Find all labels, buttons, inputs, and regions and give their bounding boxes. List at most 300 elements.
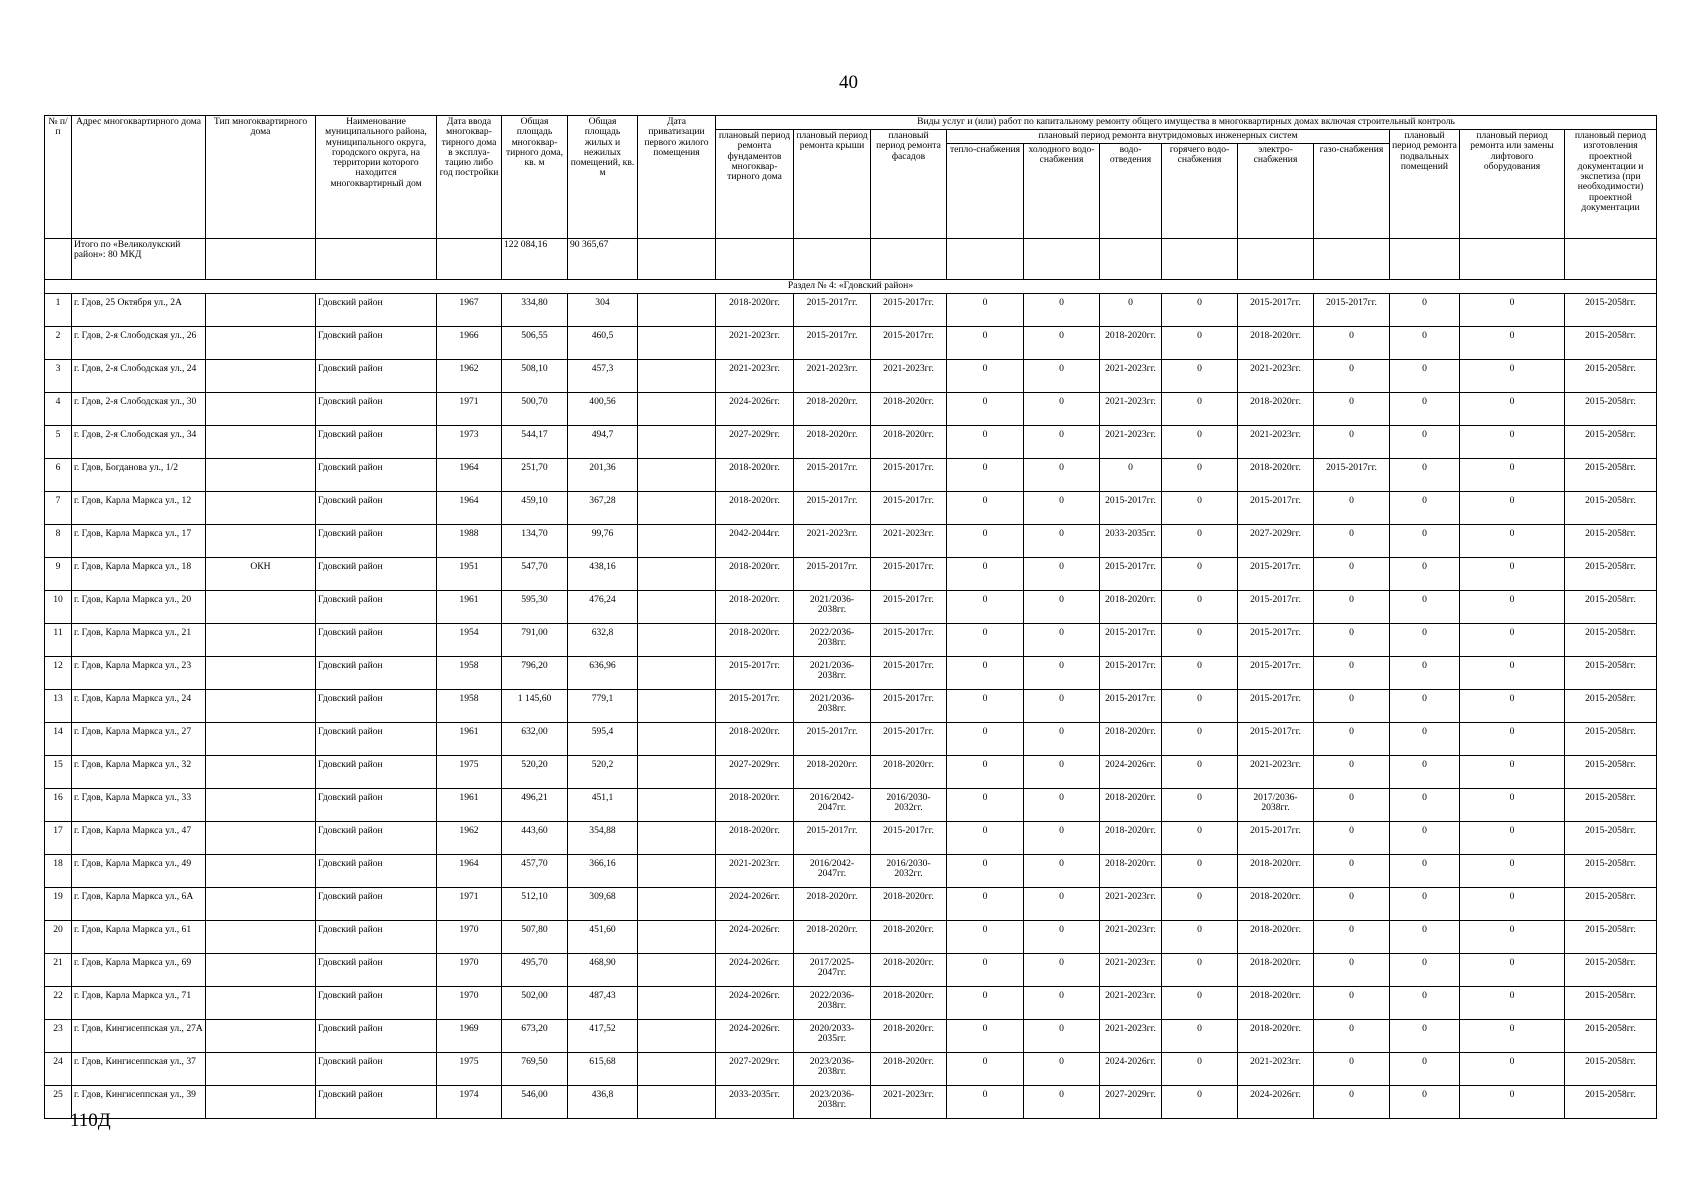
row-district: Гдовский район: [316, 1020, 437, 1053]
row-facade: 2018-2020гг.: [871, 987, 947, 1020]
header-district: Наименование муниципального района, муниципального округа, городского округа, на территории которого находится многоквартирный дом: [316, 116, 437, 239]
row-basement: 0: [1390, 393, 1460, 426]
row-address: г. Гдов, Карла Маркса ул., 71: [72, 987, 206, 1020]
row-heat: 0: [947, 789, 1024, 822]
row-cold-water: 0: [1024, 459, 1100, 492]
row-cold-water: 0: [1024, 426, 1100, 459]
row-type: [206, 1053, 316, 1086]
row-roof: 2015-2017гг.: [794, 459, 871, 492]
row-foundation: 2018-2020гг.: [716, 789, 794, 822]
row-hot-water: 0: [1162, 1053, 1238, 1086]
row-privatization: [638, 954, 716, 987]
row-total-area: 544,17: [502, 426, 568, 459]
row-design-docs: 2015-2058гг.: [1565, 558, 1657, 591]
row-elevator: 0: [1460, 723, 1565, 756]
row-gas: 0: [1314, 1020, 1390, 1053]
row-total-area: 443,60: [502, 822, 568, 855]
row-total-area: 512,10: [502, 888, 568, 921]
row-num: 17: [45, 822, 72, 855]
row-hot-water: 0: [1162, 393, 1238, 426]
row-living-area: 451,1: [568, 789, 638, 822]
row-roof: 2017/2025-2047гг.: [794, 954, 871, 987]
row-gas: 0: [1314, 426, 1390, 459]
row-gas: 0: [1314, 921, 1390, 954]
total-row: [45, 239, 1657, 280]
row-sewer: 2015-2017гг.: [1100, 657, 1162, 690]
row-cold-water: 0: [1024, 888, 1100, 921]
row-sewer: 2015-2017гг.: [1100, 690, 1162, 723]
row-year: 1967: [437, 294, 502, 327]
row-gas: 0: [1314, 624, 1390, 657]
row-sewer: 2018-2020гг.: [1100, 822, 1162, 855]
row-privatization: [638, 756, 716, 789]
row-basement: 0: [1390, 690, 1460, 723]
row-address: г. Гдов, 25 Октября ул., 2А: [72, 294, 206, 327]
row-design-docs: 2015-2058гг.: [1565, 459, 1657, 492]
row-living-area: 436,8: [568, 1086, 638, 1119]
row-living-area: 304: [568, 294, 638, 327]
row-district: Гдовский район: [316, 756, 437, 789]
row-address: г. Гдов, 2-я Слободская ул., 24: [72, 360, 206, 393]
row-facade: 2015-2017гг.: [871, 492, 947, 525]
row-type: [206, 591, 316, 624]
row-total-area: 457,70: [502, 855, 568, 888]
section-title: Раздел № 4: «Гдовский район»: [45, 280, 1657, 294]
row-facade: 2015-2017гг.: [871, 327, 947, 360]
row-address: г. Гдов, Карла Маркса ул., 23: [72, 657, 206, 690]
row-address: г. Гдов, Богданова ул., 1/2: [72, 459, 206, 492]
row-hot-water: 0: [1162, 954, 1238, 987]
row-heat: 0: [947, 1020, 1024, 1053]
row-num: 16: [45, 789, 72, 822]
row-heat: 0: [947, 954, 1024, 987]
row-cold-water: 0: [1024, 591, 1100, 624]
row-heat: 0: [947, 492, 1024, 525]
capital-repair-register-table: [44, 115, 1657, 1119]
row-district: Гдовский район: [316, 888, 437, 921]
row-district: Гдовский район: [316, 426, 437, 459]
table-row: [45, 822, 1657, 855]
row-electric: 2018-2020гг.: [1238, 393, 1314, 426]
row-roof: 2018-2020гг.: [794, 888, 871, 921]
row-basement: 0: [1390, 756, 1460, 789]
row-sewer: 2018-2020гг.: [1100, 789, 1162, 822]
row-design-docs: 2015-2058гг.: [1565, 723, 1657, 756]
row-heat: 0: [947, 393, 1024, 426]
row-basement: 0: [1390, 1053, 1460, 1086]
row-basement: 0: [1390, 987, 1460, 1020]
row-num: 8: [45, 525, 72, 558]
row-privatization: [638, 558, 716, 591]
row-address: г. Гдов, Карла Маркса ул., 69: [72, 954, 206, 987]
row-electric: 2021-2023гг.: [1238, 426, 1314, 459]
row-sewer: 2024-2026гг.: [1100, 1053, 1162, 1086]
row-district: Гдовский район: [316, 525, 437, 558]
row-num: 22: [45, 987, 72, 1020]
row-total-area: 769,50: [502, 1053, 568, 1086]
row-type: [206, 360, 316, 393]
row-heat: 0: [947, 855, 1024, 888]
row-roof: 2022/2036-2038гг.: [794, 987, 871, 1020]
row-hot-water: 0: [1162, 789, 1238, 822]
row-year: 1964: [437, 459, 502, 492]
row-elevator: 0: [1460, 327, 1565, 360]
header-basement: плановый период ремонта подвальных помещений: [1390, 130, 1460, 239]
row-num: 12: [45, 657, 72, 690]
row-district: Гдовский район: [316, 327, 437, 360]
row-foundation: 2024-2026гг.: [716, 954, 794, 987]
row-address: г. Гдов, Карла Маркса ул., 24: [72, 690, 206, 723]
row-sewer: 2021-2023гг.: [1100, 987, 1162, 1020]
row-address: г. Гдов, Карла Маркса ул., 12: [72, 492, 206, 525]
row-sewer: 2024-2026гг.: [1100, 756, 1162, 789]
row-type: [206, 459, 316, 492]
row-cold-water: 0: [1024, 360, 1100, 393]
row-privatization: [638, 1020, 716, 1053]
row-foundation: 2015-2017гг.: [716, 690, 794, 723]
row-living-area: 417,52: [568, 1020, 638, 1053]
row-living-area: 460,5: [568, 327, 638, 360]
row-heat: 0: [947, 921, 1024, 954]
row-electric: 2015-2017гг.: [1238, 657, 1314, 690]
row-num: 24: [45, 1053, 72, 1086]
row-design-docs: 2015-2058гг.: [1565, 624, 1657, 657]
table-row: [45, 393, 1657, 426]
row-heat: 0: [947, 888, 1024, 921]
row-total-area: 632,00: [502, 723, 568, 756]
row-privatization: [638, 888, 716, 921]
page-number: 40: [839, 72, 858, 93]
row-total-area: 673,20: [502, 1020, 568, 1053]
row-gas: 0: [1314, 723, 1390, 756]
row-type: [206, 789, 316, 822]
row-basement: 0: [1390, 921, 1460, 954]
total-area-value: 122 084,16: [502, 239, 568, 280]
row-num: 1: [45, 294, 72, 327]
row-elevator: 0: [1460, 1053, 1565, 1086]
row-hot-water: 0: [1162, 558, 1238, 591]
row-design-docs: 2015-2058гг.: [1565, 657, 1657, 690]
row-design-docs: 2015-2058гг.: [1565, 492, 1657, 525]
row-total-area: 506,55: [502, 327, 568, 360]
row-roof: 2021/2036-2038гг.: [794, 690, 871, 723]
row-heat: 0: [947, 690, 1024, 723]
row-design-docs: 2015-2058гг.: [1565, 822, 1657, 855]
row-basement: 0: [1390, 558, 1460, 591]
row-sewer: 2021-2023гг.: [1100, 954, 1162, 987]
row-type: [206, 393, 316, 426]
row-type: [206, 294, 316, 327]
row-basement: 0: [1390, 492, 1460, 525]
row-roof: 2023/2036-2038гг.: [794, 1053, 871, 1086]
row-facade: 2015-2017гг.: [871, 690, 947, 723]
row-privatization: [638, 360, 716, 393]
row-basement: 0: [1390, 327, 1460, 360]
row-sewer: 2021-2023гг.: [1100, 393, 1162, 426]
row-district: Гдовский район: [316, 690, 437, 723]
row-year: 1975: [437, 1053, 502, 1086]
row-roof: 2016/2042-2047гг.: [794, 789, 871, 822]
section-row: [45, 280, 1657, 294]
row-district: Гдовский район: [316, 1053, 437, 1086]
row-year: 1971: [437, 393, 502, 426]
row-living-area: 636,96: [568, 657, 638, 690]
row-privatization: [638, 789, 716, 822]
row-living-area: 201,36: [568, 459, 638, 492]
row-elevator: 0: [1460, 954, 1565, 987]
row-num: 15: [45, 756, 72, 789]
row-facade: 2015-2017гг.: [871, 591, 947, 624]
row-year: 1964: [437, 855, 502, 888]
row-facade: 2018-2020гг.: [871, 921, 947, 954]
row-heat: 0: [947, 657, 1024, 690]
row-design-docs: 2015-2058гг.: [1565, 855, 1657, 888]
table-row: [45, 855, 1657, 888]
row-type: [206, 822, 316, 855]
row-num: 20: [45, 921, 72, 954]
row-total-area: 546,00: [502, 1086, 568, 1119]
row-living-area: 632,8: [568, 624, 638, 657]
row-sewer: 2021-2023гг.: [1100, 360, 1162, 393]
row-electric: 2018-2020гг.: [1238, 459, 1314, 492]
row-type: [206, 624, 316, 657]
header-foundation: плановый период ремонта фундаментов многоквар-тирного дома: [716, 130, 794, 239]
row-cold-water: 0: [1024, 525, 1100, 558]
row-total-area: 791,00: [502, 624, 568, 657]
row-year: 1954: [437, 624, 502, 657]
row-district: Гдовский район: [316, 393, 437, 426]
row-electric: 2021-2023гг.: [1238, 1053, 1314, 1086]
row-privatization: [638, 327, 716, 360]
row-heat: 0: [947, 1086, 1024, 1119]
row-facade: 2015-2017гг.: [871, 657, 947, 690]
row-num: 2: [45, 327, 72, 360]
row-facade: 2015-2017гг.: [871, 624, 947, 657]
row-facade: 2018-2020гг.: [871, 888, 947, 921]
row-heat: 0: [947, 525, 1024, 558]
row-year: 1970: [437, 987, 502, 1020]
row-hot-water: 0: [1162, 921, 1238, 954]
row-num: 21: [45, 954, 72, 987]
row-basement: 0: [1390, 360, 1460, 393]
row-roof: 2021-2023гг.: [794, 360, 871, 393]
row-design-docs: 2015-2058гг.: [1565, 954, 1657, 987]
row-hot-water: 0: [1162, 591, 1238, 624]
row-address: г. Гдов, Карла Маркса ул., 21: [72, 624, 206, 657]
row-total-area: 459,10: [502, 492, 568, 525]
row-address: г. Гдов, Карла Маркса ул., 17: [72, 525, 206, 558]
row-facade: 2018-2020гг.: [871, 1053, 947, 1086]
row-district: Гдовский район: [316, 294, 437, 327]
row-living-area: 487,43: [568, 987, 638, 1020]
row-foundation: 2018-2020гг.: [716, 558, 794, 591]
row-roof: 2021-2023гг.: [794, 525, 871, 558]
row-type: [206, 327, 316, 360]
row-address: г. Гдов, Карла Маркса ул., 18: [72, 558, 206, 591]
row-total-area: 496,21: [502, 789, 568, 822]
table-row: [45, 723, 1657, 756]
row-gas: 0: [1314, 954, 1390, 987]
row-electric: 2015-2017гг.: [1238, 558, 1314, 591]
row-year: 1961: [437, 789, 502, 822]
row-district: Гдовский район: [316, 492, 437, 525]
row-hot-water: 0: [1162, 987, 1238, 1020]
row-gas: 0: [1314, 327, 1390, 360]
row-cold-water: 0: [1024, 558, 1100, 591]
table-row: [45, 591, 1657, 624]
footer-code: 110Д: [70, 1110, 111, 1131]
row-type: [206, 1086, 316, 1119]
row-facade: 2015-2017гг.: [871, 558, 947, 591]
row-foundation: 2018-2020гг.: [716, 822, 794, 855]
row-heat: 0: [947, 1053, 1024, 1086]
row-num: 14: [45, 723, 72, 756]
row-total-area: 500,70: [502, 393, 568, 426]
row-roof: 2015-2017гг.: [794, 327, 871, 360]
row-electric: 2018-2020гг.: [1238, 327, 1314, 360]
header-type: Тип многоквартирного дома: [206, 116, 316, 239]
row-cold-water: 0: [1024, 987, 1100, 1020]
row-design-docs: 2015-2058гг.: [1565, 888, 1657, 921]
row-heat: 0: [947, 624, 1024, 657]
row-cold-water: 0: [1024, 327, 1100, 360]
row-hot-water: 0: [1162, 657, 1238, 690]
row-cold-water: 0: [1024, 822, 1100, 855]
row-address: г. Гдов, Кингисеппская ул., 27А: [72, 1020, 206, 1053]
row-electric: 2015-2017гг.: [1238, 723, 1314, 756]
row-roof: 2021/2036-2038гг.: [794, 591, 871, 624]
row-district: Гдовский район: [316, 855, 437, 888]
row-type: ОКН: [206, 558, 316, 591]
row-living-area: 595,4: [568, 723, 638, 756]
row-type: [206, 723, 316, 756]
row-facade: 2018-2020гг.: [871, 954, 947, 987]
row-district: Гдовский район: [316, 591, 437, 624]
row-elevator: 0: [1460, 756, 1565, 789]
row-heat: 0: [947, 591, 1024, 624]
row-roof: 2018-2020гг.: [794, 921, 871, 954]
row-hot-water: 0: [1162, 1086, 1238, 1119]
row-foundation: 2027-2029гг.: [716, 756, 794, 789]
row-gas: 0: [1314, 855, 1390, 888]
row-basement: 0: [1390, 1020, 1460, 1053]
row-roof: 2018-2020гг.: [794, 393, 871, 426]
row-electric: 2018-2020гг.: [1238, 888, 1314, 921]
row-elevator: 0: [1460, 855, 1565, 888]
row-heat: 0: [947, 459, 1024, 492]
row-address: г. Гдов, 2-я Слободская ул., 26: [72, 327, 206, 360]
row-facade: 2018-2020гг.: [871, 393, 947, 426]
row-elevator: 0: [1460, 393, 1565, 426]
row-year: 1969: [437, 1020, 502, 1053]
row-privatization: [638, 624, 716, 657]
row-hot-water: 0: [1162, 888, 1238, 921]
row-year: 1974: [437, 1086, 502, 1119]
row-sewer: 2027-2029гг.: [1100, 1086, 1162, 1119]
header-design-docs: плановый период изготовления проектной документации и экспетиза (при необходимости) проектной документации: [1565, 130, 1657, 239]
row-sewer: 2033-2035гг.: [1100, 525, 1162, 558]
row-foundation: 2018-2020гг.: [716, 492, 794, 525]
row-roof: 2015-2017гг.: [794, 723, 871, 756]
row-foundation: 2021-2023гг.: [716, 327, 794, 360]
row-address: г. Гдов, Карла Маркса ул., 6А: [72, 888, 206, 921]
row-hot-water: 0: [1162, 426, 1238, 459]
row-num: 23: [45, 1020, 72, 1053]
row-facade: 2018-2020гг.: [871, 756, 947, 789]
row-total-area: 595,30: [502, 591, 568, 624]
row-year: 1966: [437, 327, 502, 360]
row-roof: 2016/2042-2047гг.: [794, 855, 871, 888]
row-basement: 0: [1390, 822, 1460, 855]
header-address: Адрес многоквартирного дома: [72, 116, 206, 239]
row-year: 1962: [437, 360, 502, 393]
row-district: Гдовский район: [316, 954, 437, 987]
row-heat: 0: [947, 756, 1024, 789]
row-hot-water: 0: [1162, 525, 1238, 558]
row-elevator: 0: [1460, 1020, 1565, 1053]
row-district: Гдовский район: [316, 558, 437, 591]
row-design-docs: 2015-2058гг.: [1565, 921, 1657, 954]
table-row: [45, 954, 1657, 987]
row-gas: 0: [1314, 1086, 1390, 1119]
row-design-docs: 2015-2058гг.: [1565, 426, 1657, 459]
header-engineering-group: плановый период ремонта внутридомовых инженерных систем: [947, 130, 1390, 144]
row-design-docs: 2015-2058гг.: [1565, 327, 1657, 360]
row-gas: 0: [1314, 657, 1390, 690]
row-foundation: 2027-2029гг.: [716, 1053, 794, 1086]
row-basement: 0: [1390, 459, 1460, 492]
header-privatization: Дата приватизации первого жилого помещения: [638, 116, 716, 239]
row-year: 1970: [437, 954, 502, 987]
row-privatization: [638, 690, 716, 723]
row-electric: 2015-2017гг.: [1238, 591, 1314, 624]
row-hot-water: 0: [1162, 690, 1238, 723]
row-living-area: 354,88: [568, 822, 638, 855]
row-address: г. Гдов, 2-я Слободская ул., 30: [72, 393, 206, 426]
row-gas: 0: [1314, 360, 1390, 393]
row-gas: 0: [1314, 393, 1390, 426]
row-type: [206, 657, 316, 690]
table-row: [45, 789, 1657, 822]
row-hot-water: 0: [1162, 294, 1238, 327]
table-row: [45, 756, 1657, 789]
row-elevator: 0: [1460, 558, 1565, 591]
row-type: [206, 690, 316, 723]
row-facade: 2015-2017гг.: [871, 459, 947, 492]
row-gas: 0: [1314, 789, 1390, 822]
row-hot-water: 0: [1162, 855, 1238, 888]
total-living-value: 90 365,67: [568, 239, 638, 280]
row-heat: 0: [947, 558, 1024, 591]
row-heat: 0: [947, 360, 1024, 393]
row-design-docs: 2015-2058гг.: [1565, 690, 1657, 723]
row-gas: 0: [1314, 888, 1390, 921]
row-type: [206, 1020, 316, 1053]
row-design-docs: 2015-2058гг.: [1565, 987, 1657, 1020]
row-gas: 0: [1314, 756, 1390, 789]
row-year: 1975: [437, 756, 502, 789]
row-living-area: 309,68: [568, 888, 638, 921]
row-year: 1988: [437, 525, 502, 558]
table-row: [45, 987, 1657, 1020]
row-sewer: 2021-2023гг.: [1100, 426, 1162, 459]
row-foundation: 2018-2020гг.: [716, 624, 794, 657]
row-cold-water: 0: [1024, 624, 1100, 657]
row-district: Гдовский район: [316, 789, 437, 822]
row-gas: 0: [1314, 558, 1390, 591]
row-basement: 0: [1390, 888, 1460, 921]
row-basement: 0: [1390, 624, 1460, 657]
